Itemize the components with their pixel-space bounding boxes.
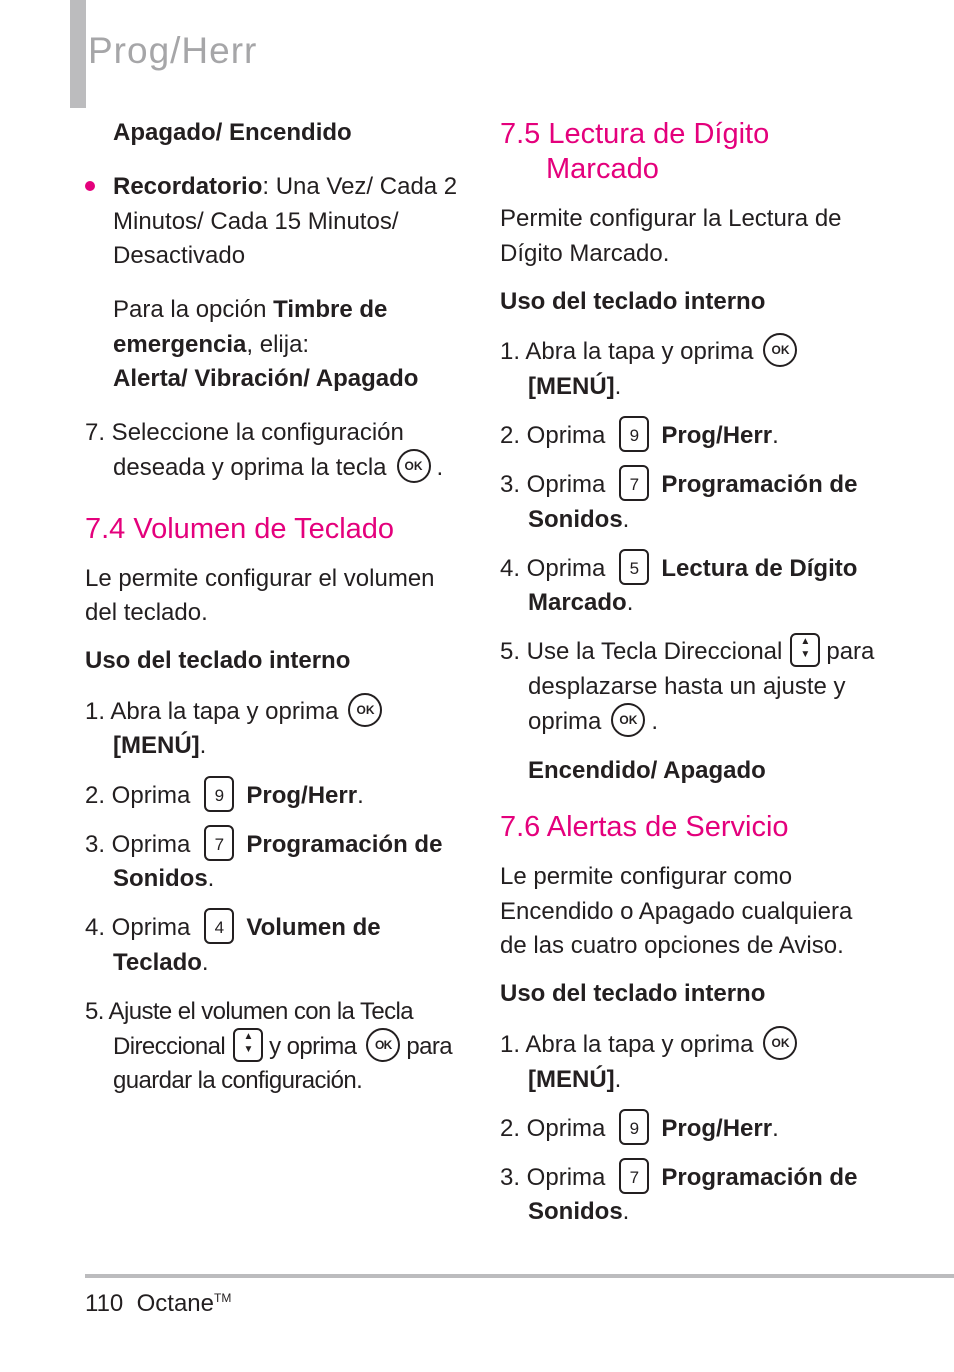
- s76-step3-cont: Sonidos.: [528, 1198, 630, 1225]
- para-options: Alerta/ Vibración/ Apagado: [113, 365, 419, 392]
- s76-desc-3: de las cuatro opciones de Aviso.: [500, 932, 844, 959]
- s75-step1: 1. Abra la tapa y oprima OK: [500, 335, 803, 370]
- para-line-1: Para la opción Timbre de: [113, 296, 388, 323]
- ok-key-icon: OK: [397, 449, 431, 483]
- s76-step3: 3. Oprima 7 Programación de: [500, 1161, 857, 1196]
- s75-step5-line-3: oprima OK .: [528, 705, 658, 740]
- s74-step3-cont: Sonidos.: [113, 865, 215, 892]
- s75-uso: Uso del teclado interno: [500, 288, 766, 315]
- s76-step1-menu: [MENÚ].: [528, 1066, 622, 1093]
- recordatorio-line-1: Recordatorio: Una Vez/ Cada 2: [113, 173, 458, 200]
- recordatorio-line-3: Desactivado: [113, 242, 246, 269]
- ok-key-icon: OK: [763, 333, 797, 367]
- s74-step5-line-3: guardar la configuración.: [113, 1067, 363, 1094]
- key-7-icon: 7: [619, 1158, 649, 1194]
- s74-uso: Uso del teclado interno: [85, 647, 351, 674]
- footer-divider: [85, 1274, 954, 1278]
- s76-step1: 1. Abra la tapa y oprima OK: [500, 1028, 803, 1063]
- s76-desc-2: Encendido o Apagado cualquiera: [500, 898, 853, 925]
- nav-key-icon: ▲ ▼: [233, 1028, 263, 1062]
- ok-key-icon: OK: [348, 693, 382, 727]
- s75-step4-cont: Marcado.: [528, 589, 634, 616]
- s74-step4-cont: Teclado.: [113, 949, 209, 976]
- key-9-icon: 9: [619, 416, 649, 452]
- page-title: Prog/Herr: [88, 30, 258, 71]
- nav-key-icon: ▲ ▼: [790, 633, 820, 667]
- intro-line: Apagado/ Encendido: [113, 119, 352, 146]
- product-name: Octane: [136, 1290, 214, 1317]
- s75-desc-1: Permite configurar la Lectura de: [500, 205, 842, 232]
- s74-step5-line-2: Direccional ▲ ▼ y oprima OK para: [113, 1030, 452, 1065]
- header-bar: [70, 0, 86, 108]
- key-9-icon: 9: [204, 776, 234, 812]
- section-heading-7-4: 7.4 Volumen de Teclado: [85, 513, 395, 545]
- para-line-2: emergencia, elija:: [113, 331, 310, 358]
- bullet-icon: [85, 181, 95, 191]
- footer: [85, 1290, 231, 1318]
- section-heading-7-5: 7.5 Lectura de Dígito: [500, 118, 770, 150]
- s75-step3: 3. Oprima 7 Programación de: [500, 468, 857, 503]
- recordatorio-line-2: Minutos/ Cada 15 Minutos/: [113, 208, 399, 235]
- ok-key-icon: OK: [611, 703, 645, 737]
- s76-step2: 2. Oprima 9 Prog/Herr.: [500, 1112, 779, 1147]
- s74-desc-2: del teclado.: [85, 599, 208, 626]
- s75-step2: 2. Oprima 9 Prog/Herr.: [500, 419, 779, 454]
- section-heading-7-6: 7.6 Alertas de Servicio: [500, 811, 789, 843]
- s74-step1-menu: [MENÚ].: [113, 732, 207, 759]
- key-7-icon: 7: [204, 825, 234, 861]
- s75-step4: 4. Oprima 5 Lectura de Dígito: [500, 552, 857, 587]
- s76-desc-1: Le permite configurar como: [500, 863, 793, 890]
- ok-key-icon: OK: [366, 1028, 400, 1062]
- s74-desc-1: Le permite configurar el volumen: [85, 565, 435, 592]
- s75-step5-line-2: desplazarse hasta un ajuste y: [528, 673, 846, 700]
- s75-desc-2: Dígito Marcado.: [500, 240, 670, 267]
- key-7-icon: 7: [619, 465, 649, 501]
- s74-step1: 1. Abra la tapa y oprima OK: [85, 695, 388, 730]
- step7-line-1: 7. Seleccione la configuración: [85, 419, 404, 446]
- section-heading-7-5-cont: Marcado: [546, 153, 659, 185]
- ok-key-icon: OK: [763, 1026, 797, 1060]
- s74-step3: 3. Oprima 7 Programación de: [85, 828, 442, 863]
- step7-line-2: deseada y oprima la tecla OK .: [113, 451, 443, 486]
- s75-step1-menu: [MENÚ].: [528, 373, 622, 400]
- key-9-icon: 9: [619, 1109, 649, 1145]
- s76-uso: Uso del teclado interno: [500, 980, 766, 1007]
- s75-step3-cont: Sonidos.: [528, 506, 630, 533]
- s75-options: Encendido/ Apagado: [528, 757, 766, 784]
- s74-step5-line-1: 5. Ajuste el volumen con la Tecla: [85, 998, 413, 1025]
- page-number: 110: [85, 1290, 124, 1317]
- s75-step5-line-1: 5. Use la Tecla Direccional ▲ ▼ para: [500, 635, 874, 670]
- key-5-icon: 5: [619, 549, 649, 585]
- s74-step2: 2. Oprima 9 Prog/Herr.: [85, 779, 364, 814]
- s74-step4: 4. Oprima 4 Volumen de: [85, 911, 381, 946]
- trademark: TM: [214, 1291, 232, 1305]
- key-4-icon: 4: [204, 908, 234, 944]
